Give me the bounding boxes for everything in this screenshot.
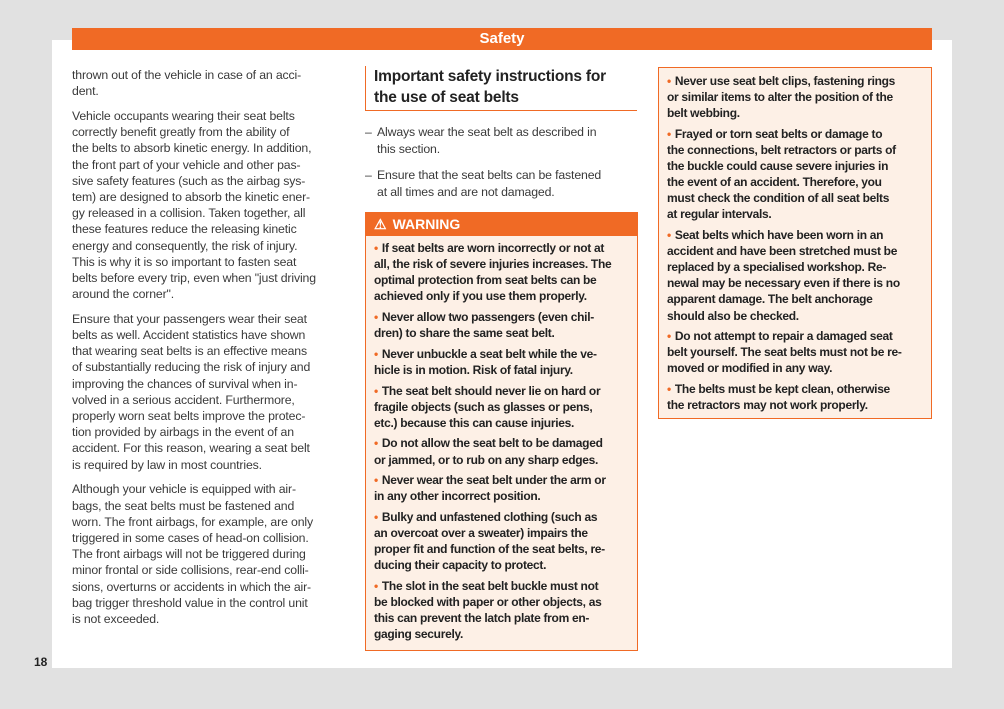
text-line (374, 288, 631, 304)
warning-item (667, 381, 925, 413)
bullet-dot-icon: • (374, 509, 378, 524)
line-text: belt yourself. The seat belts must not be re- (667, 345, 902, 360)
bullet-dot-icon: • (667, 126, 671, 141)
heading-line: Important safety instructions for (374, 68, 606, 85)
text-line (374, 578, 631, 594)
text-line: gy released in a collision. Taken together, all (72, 206, 306, 221)
text-line: is not exceeded. (72, 612, 160, 626)
line-text: hicle is in motion. Risk of fatal injury. (374, 362, 573, 377)
text-line (667, 381, 925, 397)
line-text: or similar items to alter the position of the (667, 90, 893, 105)
warning-item (374, 240, 631, 304)
text-line: triggered in some cases of head-on collision. (72, 530, 309, 545)
bullet-dot-icon: • (667, 74, 671, 88)
paragraph (72, 481, 344, 627)
left-column (72, 67, 344, 636)
text-line: sions, overturns or accidents in which the air- (72, 579, 311, 594)
text-line (374, 626, 631, 642)
paragraph (72, 67, 344, 99)
bullet-dot-icon: • (374, 383, 378, 398)
warning-continued-box (658, 67, 932, 419)
line-text: Frayed or torn seat belts or damage to (674, 126, 883, 141)
line-text: The seat belt should never lie on hard or (381, 383, 601, 398)
text-line (374, 541, 631, 557)
line-text: all, the risk of severe injuries increases. The (374, 257, 612, 272)
bullet-dot-icon: • (667, 382, 671, 397)
text-line: energy and consequently, the risk of injury. (72, 238, 298, 253)
line-text: the event of an accident. Therefore, you (667, 175, 882, 190)
text-line: The front airbags will not be triggered during (72, 547, 306, 562)
text-line: that wearing seat belts is an effective means (72, 344, 307, 359)
bullet-dot-icon: • (374, 346, 378, 361)
line-text: Never use seat belt clips, fastening rings (674, 74, 896, 88)
text-line (374, 472, 631, 488)
line-text: proper fit and function of the seat belts, re- (374, 542, 605, 557)
text-line: accident. For this reason, wearing a seat belt (72, 441, 310, 456)
text-line (667, 105, 925, 121)
heading-line: the use of seat belts (374, 89, 519, 106)
section-heading (365, 66, 637, 111)
text-line (374, 525, 631, 541)
warning-item (374, 383, 631, 431)
text-line (374, 383, 631, 399)
bullet-dot-icon: • (667, 228, 671, 243)
line-text: an overcoat over a sweater) impairs the (374, 526, 588, 541)
line-text: Do not attempt to repair a damaged seat (674, 329, 893, 344)
line-text: gaging securely. (374, 627, 464, 642)
warning-list (366, 236, 637, 642)
warning-item (374, 509, 631, 573)
text-line (374, 240, 631, 256)
line-text: Never wear the seat belt under the arm or (381, 473, 606, 488)
text-line (667, 259, 925, 275)
text-line (374, 399, 631, 415)
line-text: fragile objects (such as glasses or pens, (374, 399, 593, 414)
page-number: 18 (34, 655, 48, 669)
text-line (374, 256, 631, 272)
text-line: the belts to absorb kinetic energy. In addition, (72, 141, 312, 156)
line-text: Never allow two passengers (even chil- (381, 309, 594, 324)
line-text: The belts must be kept clean, otherwise (674, 382, 890, 397)
text-line: correctly benefit greatly from the ability of (72, 125, 290, 140)
warning-item (374, 472, 631, 504)
paragraph (72, 108, 344, 302)
warning-item (667, 73, 925, 121)
text-line (667, 142, 925, 158)
warning-box (365, 212, 638, 651)
line-text: replaced by a specialised workshop. Re- (667, 260, 887, 275)
bullet-dot-icon: • (667, 329, 671, 344)
line-text: should also be checked. (667, 308, 799, 323)
text-line (667, 174, 925, 190)
line-text: dren) to share the same seat belt. (374, 326, 555, 341)
line-text: Never unbuckle a seat belt while the ve- (381, 346, 597, 361)
instruction-item (365, 167, 637, 201)
text-line (667, 227, 925, 243)
line-text: Seat belts which have been worn in an (674, 228, 884, 243)
text-line (667, 126, 925, 142)
line-text: The slot in the seat belt buckle must not (381, 578, 599, 593)
line-text: newal may be necessary even if there is no (667, 276, 900, 291)
text-line: belts as well. Accident statistics have shown (72, 328, 306, 343)
line-text: must check the condition of all seat belts (667, 191, 890, 206)
text-line: bag trigger threshold value in the control unit (72, 595, 308, 610)
text-line (667, 308, 925, 324)
line-text: If seat belts are worn incorrectly or not at (381, 241, 605, 255)
text-line (374, 325, 631, 341)
text-line: of substantially reducing the risk of injury and (72, 360, 311, 375)
line-text: the retractors may not work properly. (667, 398, 868, 413)
line-text: Do not allow the seat belt to be damaged (381, 436, 603, 451)
text-line (374, 362, 631, 378)
line-text: in any other incorrect position. (374, 489, 541, 504)
warning-triangle-icon: ⚠ (374, 216, 387, 232)
text-line (374, 272, 631, 288)
line-text: this can prevent the latch plate from en- (374, 611, 590, 626)
text-line (667, 360, 925, 376)
section-header: Safety (72, 28, 932, 50)
text-line: worn. The front airbags, for example, are only (72, 514, 313, 529)
bullet-dot-icon: • (374, 241, 378, 255)
text-line: Ensure that the seat belts can be fastened (377, 168, 602, 182)
text-line (374, 309, 631, 325)
text-line (374, 452, 631, 468)
instruction-item (365, 124, 637, 158)
text-line: Always wear the seat belt as described in (377, 125, 597, 139)
line-text: at regular intervals. (667, 207, 772, 222)
warning-item (374, 309, 631, 341)
text-line (374, 610, 631, 626)
warning-title: WARNING (392, 216, 461, 232)
line-text: or jammed, or to rub on any sharp edges. (374, 452, 599, 467)
text-line: Ensure that your passengers wear their seat (72, 311, 307, 326)
warning-item (667, 227, 925, 324)
paragraph (72, 311, 344, 473)
text-line: properly worn seat belts improve the protec- (72, 409, 306, 424)
text-line (667, 73, 925, 89)
text-line (667, 206, 925, 222)
bullet-dot-icon: • (374, 578, 378, 593)
line-text: etc.) because this can cause injuries. (374, 415, 575, 430)
text-line: Vehicle occupants wearing their seat belts (72, 108, 295, 123)
text-line (667, 397, 925, 413)
text-line: This is why it is so important to fasten seat (72, 254, 297, 269)
bullet-dot-icon: • (374, 309, 378, 324)
line-text: accident and have been stretched must be (667, 244, 898, 259)
line-text: ducing their capacity to protect. (374, 558, 547, 573)
text-line (667, 158, 925, 174)
text-line: volved in a serious accident. Furthermore, (72, 392, 295, 407)
text-line (667, 328, 925, 344)
line-text: the connections, belt retractors or parts of (667, 142, 896, 157)
line-text: optimal protection from seat belts can be (374, 273, 597, 288)
text-line (667, 190, 925, 206)
text-line: thrown out of the vehicle in case of an acci- (72, 68, 302, 82)
line-text: belt webbing. (667, 106, 740, 121)
line-text: moved or modified in any way. (667, 361, 833, 376)
dash-bullet: – (365, 125, 372, 139)
line-text: apparent damage. The belt anchorage (667, 292, 873, 307)
text-line (374, 415, 631, 431)
text-line: tion provided by airbags in the event of an (72, 425, 294, 440)
text-line (374, 488, 631, 504)
text-line: Although your vehicle is equipped with air- (72, 482, 296, 497)
text-line (374, 509, 631, 525)
text-line (374, 435, 631, 451)
text-line: these features reduce the releasing kinetic (72, 222, 297, 237)
text-line: belts before every trip, even when "just driving (72, 270, 316, 285)
line-text: Bulky and unfastened clothing (such as (381, 509, 598, 524)
text-line: minor frontal or side collisions, rear-end colli- (72, 563, 309, 578)
line-text: be blocked with paper or other objects, as (374, 595, 602, 610)
text-line: improving the chances of survival when in- (72, 376, 298, 391)
text-line (374, 557, 631, 573)
text-line (667, 89, 925, 105)
text-line: is required by law in most countries. (72, 457, 262, 472)
text-line: the front part of your vehicle and other pas- (72, 157, 301, 172)
warning-item (374, 578, 631, 642)
text-line (374, 346, 631, 362)
bullet-dot-icon: • (374, 473, 378, 488)
text-line (374, 594, 631, 610)
text-line (667, 275, 925, 291)
text-line (667, 291, 925, 307)
warning-continued-list (659, 68, 931, 413)
warning-item (374, 435, 631, 467)
warning-header (366, 213, 637, 236)
warning-item (374, 346, 631, 378)
text-line (667, 243, 925, 259)
text-line (667, 344, 925, 360)
text-line: tem) are designed to absorb the kinetic ener- (72, 189, 310, 204)
warning-item (667, 126, 925, 223)
text-line: this section. (377, 142, 440, 156)
bullet-dot-icon: • (374, 436, 378, 451)
line-text: the buckle could cause severe injuries in (667, 159, 889, 174)
text-line: at all times and are not damaged. (377, 185, 555, 199)
text-line: around the corner". (72, 287, 175, 302)
text-line: bags, the seat belts must be fastened and (72, 498, 295, 513)
text-line: sive safety features (such as the airbag sys- (72, 173, 306, 188)
warning-item (667, 328, 925, 376)
line-text: achieved only if you use them properly. (374, 289, 587, 304)
dash-bullet: – (365, 168, 372, 182)
text-line: dent. (72, 84, 99, 99)
instruction-list (365, 124, 637, 210)
